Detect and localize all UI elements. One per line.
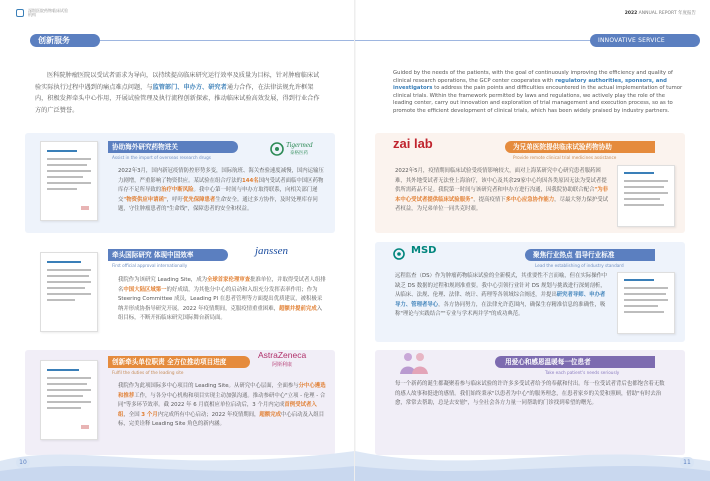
tigermed-icon <box>270 142 284 156</box>
body-highlight: 144名 <box>242 177 259 184</box>
body-highlight: 超额并提前完成 <box>278 305 317 312</box>
institution-logo-icon <box>16 9 24 17</box>
intro-en-highlight: regulatory authorities, sponsors, and investigators <box>393 77 667 92</box>
report-year: 2022 <box>624 11 638 16</box>
card-body <box>395 167 610 215</box>
intro-text-a: 医科院肿瘤医院以受试者需求为导向，以持续提高临床研究运行效率及质量为目标，针对肿瘤临床试验实际执行过程中遇到的痛点难点问题，与 <box>35 72 320 91</box>
section-banner <box>0 34 355 47</box>
right-page <box>355 0 710 481</box>
body-highlight: 首例受试者入组 <box>118 402 317 418</box>
card-title: 用爱心和感恩温暖每一位患者 <box>505 358 591 366</box>
body-highlight: 3 个月 <box>141 411 158 418</box>
body-highlight: 研究者导师、申办者导力、管理者导心 <box>395 292 606 308</box>
document-thumbnail <box>40 141 98 221</box>
body-highlight: 超额完成 <box>259 411 281 418</box>
page-number-right: 11 <box>680 457 694 468</box>
brand-name: zai lab <box>393 136 433 151</box>
page-number-left: 10 <box>16 457 30 468</box>
brand-subname: 阿斯利康 <box>272 362 293 368</box>
card-body <box>118 167 326 215</box>
body-span: ，各方协同努力，在法律允许范围内，确保生存精准信息的准确性，吸称"理论与实践结合""专业与学术两并学"的成功典范。 <box>395 301 606 318</box>
body-span: 2022年3月，国内新冠疫情防控形势多变，国际航班、海关查验速度减慢，国内运输压力剧增，严重影响了物资供应。某试验在组合疗法的 <box>118 168 324 184</box>
card-body <box>395 380 665 409</box>
brand-name: janssen <box>255 245 288 257</box>
document-thumbnail <box>617 165 675 227</box>
care-illustration <box>397 350 431 380</box>
document-thumbnail <box>40 252 98 332</box>
body-span: ，提高疫情下 <box>473 196 506 203</box>
card-title: 聚焦行业热点 倡导行业标准 <box>533 251 615 259</box>
brand-name: AstraZeneca <box>258 350 307 360</box>
body-span: 。我中心第一时间与申办方取得联系，向相关部门递交 <box>118 187 318 203</box>
body-highlight: 优先保障患者 <box>182 196 216 203</box>
banner-line <box>355 40 600 41</box>
body-span: 内完成所有中心启动；2022 年疫情期间， <box>157 411 260 418</box>
body-span: 每一个新药的诞生都凝聚着参与临床试验的许许多多受试者给予的奉献和付出。每一位受试者背后也都饱含着无数的感人故事和挺进的感情。我们始终秉承"以患者为中心"的服务理念，在患者家乡的关爱和照顾，借助"有时去治愈，常常去帮助，总是去安慰"，与全社会各方力量一同帮助的门诊找到希望的曙光。 <box>395 381 665 407</box>
care-hands-icon <box>397 350 431 376</box>
card-title: 协助海外研究药物进关 <box>112 143 178 151</box>
section-banner-en <box>355 34 710 47</box>
card-subtitle: Lead the establishing of industry standard <box>535 263 624 268</box>
card-subtitle: Take each patient's needs seriously <box>545 370 620 375</box>
header-right <box>625 10 696 16</box>
body-highlight: 多中心应急协作能力 <box>505 196 555 203</box>
body-highlight: 治疗中断风险 <box>161 187 194 194</box>
logo-text: 深圳医院药物临床试验机构 <box>28 8 68 17</box>
body-span: 我院作为该研究 Leading Site，成为 <box>118 277 207 283</box>
msd-icon <box>393 248 409 260</box>
body-span: 工作，与各分中心机构和项目实现主动加强沟通。推动参研中心"立项 - 伦理 - 合同"等多环节效率。截 2022 年 6 月底相应单位启动后，3 个月内完成 <box>118 392 326 409</box>
card-body <box>118 276 326 324</box>
card-title: 牵头国际研究 体现中国效率 <box>112 251 194 259</box>
intro-paragraph-cn <box>35 70 320 116</box>
section-title: 创新服务 <box>38 36 70 45</box>
brand-logo <box>270 141 284 160</box>
brand-subname: 泰格医药 <box>290 151 308 156</box>
card-body <box>395 272 610 320</box>
brand-name: Tigermed <box>286 141 313 149</box>
section-title-en: INNOVATIVE SERVICE <box>598 37 665 44</box>
brand-name: MSD <box>411 245 437 256</box>
body-highlight: "为非本中心受试者提供临床试验服务" <box>395 187 609 203</box>
document-thumbnail <box>617 272 675 334</box>
body-highlight: 分中心遴选和推荐 <box>118 383 326 399</box>
body-span: 的好成绩，为其他分中心的启动和入组充分发挥表率作用；作为 Steering Committee 成员，Leading PI 在患者管理等方面提出优质建议，被积极采纳并形成协指导研究开展。2022 年疫情期间，克服疫情重重困难， <box>118 286 323 312</box>
card-subtitle: Provide remote clinical trial medicines assistance <box>513 155 617 160</box>
body-span: 远程监查（DS）作为肿瘤药物临床试验的全新模式，其重要性不言而喻，但在实际操作中缺乏 DS 数据的过程和规则准重要。我中心引领行业针对 DS 规划与挑战进行深刻剖析，从临床、法规、伦理、法律、统计、药理等各领域综合阐述，并提出 <box>395 273 608 299</box>
body-span: 国内受试者面临中国区药物库存不足所导致的 <box>118 177 324 194</box>
card-subtitle: Assist in the import of overseas research drugs <box>112 155 211 160</box>
body-span: 2022年5月，疫情期间临床试验受疫情影响较大，面对上海某研究中心研究患者服药困难，其外地受试者无法登上海治疗，该中心及其余29家中心均因各类原因无法为受试者提供所需药品不足。我院第一时间与该研究者和申办方进行沟通，因我院协助联合配合 <box>395 168 607 194</box>
intro-text-b: 通力合作，在法律法规允许框架内，积极发挥牵头中心作用，开展试验管理及执行流程创新探索，推动临床试验高效发展，得到行业合作方的广泛赞誉。 <box>35 83 320 114</box>
body-span: 生命安全。通过多方协作，及时处理库存问题，守住肿瘤患者的"生命线"，保障患者的安全和权益。 <box>118 196 318 213</box>
card-title: 为兄弟医院提供临床试验药物协助 <box>513 143 612 151</box>
body-span: ，全国 <box>123 411 142 418</box>
body-span: 我院作为此项国际多中心项目的 Leading Site。从研究中心层面，全面参与 <box>118 383 299 389</box>
brand-logo <box>393 245 409 264</box>
body-highlight: 全球首家伦理审查 <box>206 277 251 283</box>
bottom-wave-decoration <box>355 421 710 481</box>
card-subtitle: First official approval internationally <box>112 263 188 268</box>
card-title: 创新牵头单位职责 全方位推动项目进度 <box>112 358 227 366</box>
intro-paragraph-en <box>393 70 683 116</box>
body-span: ，呼吁 <box>166 196 183 203</box>
body-highlight: "物资供应申请函" <box>123 196 167 203</box>
body-span: 入组目标，不断开拓临床研究国际舞台新局面。 <box>118 305 323 322</box>
bottom-wave-decoration <box>0 421 355 481</box>
body-highlight: 中国大陆区域第一 <box>123 286 167 293</box>
intro-en-text-a: Guided by the needs of the patients, with the goal of continuously improving the efficiency and quality of clinical research operations, the GCP center cooperates with <box>393 70 673 84</box>
intro-highlight: 监管部门、申办方、研究者 <box>152 83 227 91</box>
report-title: ANNUAL REPORT 年度报告 <box>638 11 696 16</box>
intro-en-text-b: to address the pain points and difficulties encountered in the actual implementation of tumor clinical trials. Within the framework permitted by laws and regulations, we actively play the role of the leading center, carry out innovation and exploration of trial management and execution process, so as to promote the efficient development of clinical trials, which has been widely praised by industry partners. <box>393 85 683 114</box>
body-span: 中心启动及入组目标，完美诠释 Leading Site 角色的新内涵。 <box>118 411 325 428</box>
body-span: ，尽最大努力保护受试者权益，为兄弟单位一同共克时艰。 <box>395 196 609 213</box>
body-span: 批准单位，并取得受试者人组排名 <box>118 277 326 293</box>
card-subtitle: Fulfil the duties of the leading site <box>112 370 184 375</box>
